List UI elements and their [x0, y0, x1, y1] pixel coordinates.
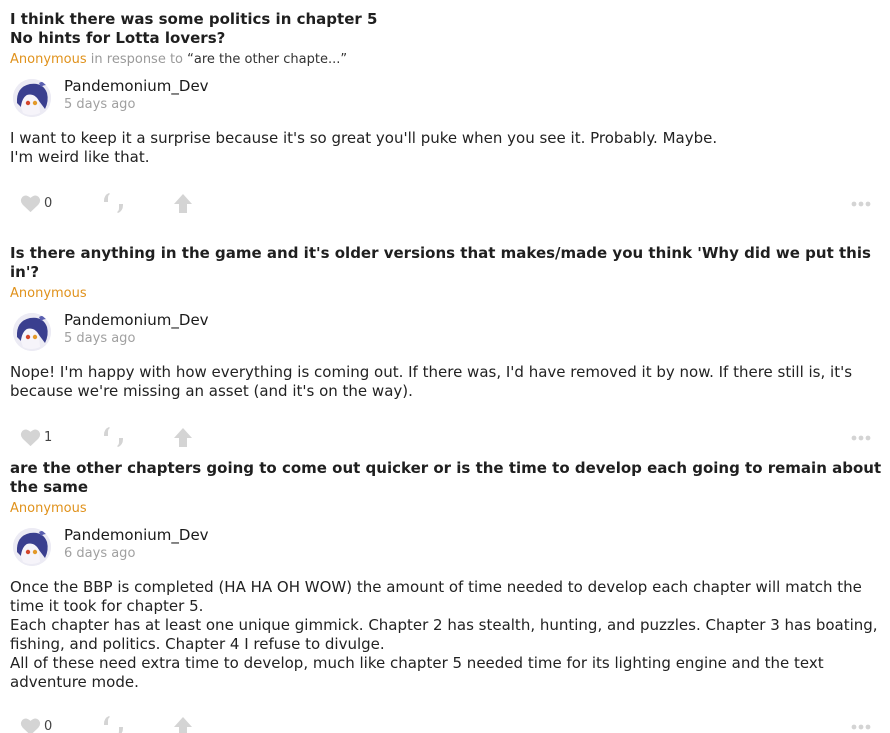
more-dots-icon[interactable] — [851, 201, 871, 207]
answer-paragraph: I want to keep it a surprise because it's so great you'll puke when you see it. Probably. Maybe. — [10, 129, 718, 147]
answer-paragraph: All of these need extra time to develop, much like chapter 5 needed time for its lighting engine and the text adventure mode. — [10, 654, 824, 691]
answer-post — [0, 10, 890, 219]
action-bar — [0, 189, 890, 219]
answerer-name[interactable]: Pandemonium_Dev — [64, 311, 209, 329]
share-arrow-icon[interactable] — [173, 716, 193, 733]
answer-text — [10, 129, 880, 167]
answer-post — [0, 459, 890, 733]
answer-text — [10, 578, 880, 692]
asker-line — [10, 286, 890, 302]
timestamp[interactable]: 6 days ago — [64, 546, 136, 561]
answer-paragraph: Nope! I'm happy with how everything is coming out. If there was, I'd have removed it by now. If there still is, it's because we're missing an asset (and it's on the way). — [10, 363, 853, 400]
answerer-header — [0, 79, 890, 117]
quote-icon[interactable] — [103, 715, 125, 733]
avatar[interactable] — [13, 313, 51, 351]
answerer-header — [0, 313, 890, 351]
more-dots-icon[interactable] — [851, 435, 871, 441]
answer-paragraph: I'm weird like that. — [10, 148, 150, 166]
avatar[interactable] — [13, 79, 51, 117]
question-text: I think there was some politics in chapter 5 No hints for Lotta lovers? — [10, 10, 378, 47]
quote-icon[interactable] — [103, 426, 125, 448]
avatar[interactable] — [13, 528, 51, 566]
in-response-label: in response to — [90, 52, 184, 67]
like-count: 1 — [44, 430, 53, 445]
action-bar — [0, 423, 890, 453]
more-dots-icon[interactable] — [851, 724, 871, 730]
question-text: are the other chapters going to come out quicker or is the time to develop each going to remain about the same — [10, 459, 882, 496]
asker-line — [10, 52, 890, 68]
asker-name[interactable]: Anonymous — [10, 52, 87, 67]
answer-paragraph: Each chapter has at least one unique gimmick. Chapter 2 has stealth, hunting, and puzzles. Chapter 3 has boating, fishing, and politics. Chapter 4 I refuse to divulge. — [10, 616, 878, 653]
asker-name[interactable]: Anonymous — [10, 286, 87, 301]
timestamp[interactable]: 5 days ago — [64, 331, 136, 346]
asker-line — [10, 501, 890, 517]
answerer-name[interactable]: Pandemonium_Dev — [64, 526, 209, 544]
heart-icon[interactable] — [20, 717, 41, 733]
heart-icon[interactable] — [20, 428, 41, 447]
answerer-header — [0, 528, 890, 566]
share-arrow-icon[interactable] — [173, 427, 193, 449]
answer-paragraph: Once the BBP is completed (HA HA OH WOW) the amount of time needed to develop each chapter will match the time it took for chapter 5. — [10, 578, 862, 615]
asker-name[interactable]: Anonymous — [10, 501, 87, 516]
answerer-name[interactable]: Pandemonium_Dev — [64, 77, 209, 95]
in-response-quote[interactable]: “are the other chapte...” — [187, 52, 348, 67]
timestamp[interactable]: 5 days ago — [64, 97, 136, 112]
question-text: Is there anything in the game and it's older versions that makes/made you think 'Why did we put this in'? — [10, 244, 871, 281]
share-arrow-icon[interactable] — [173, 193, 193, 215]
like-count: 0 — [44, 196, 53, 211]
answer-post — [0, 244, 890, 453]
action-bar — [0, 712, 890, 733]
like-count: 0 — [44, 719, 53, 733]
answer-text — [10, 363, 880, 401]
quote-icon[interactable] — [103, 192, 125, 214]
heart-icon[interactable] — [20, 194, 41, 213]
